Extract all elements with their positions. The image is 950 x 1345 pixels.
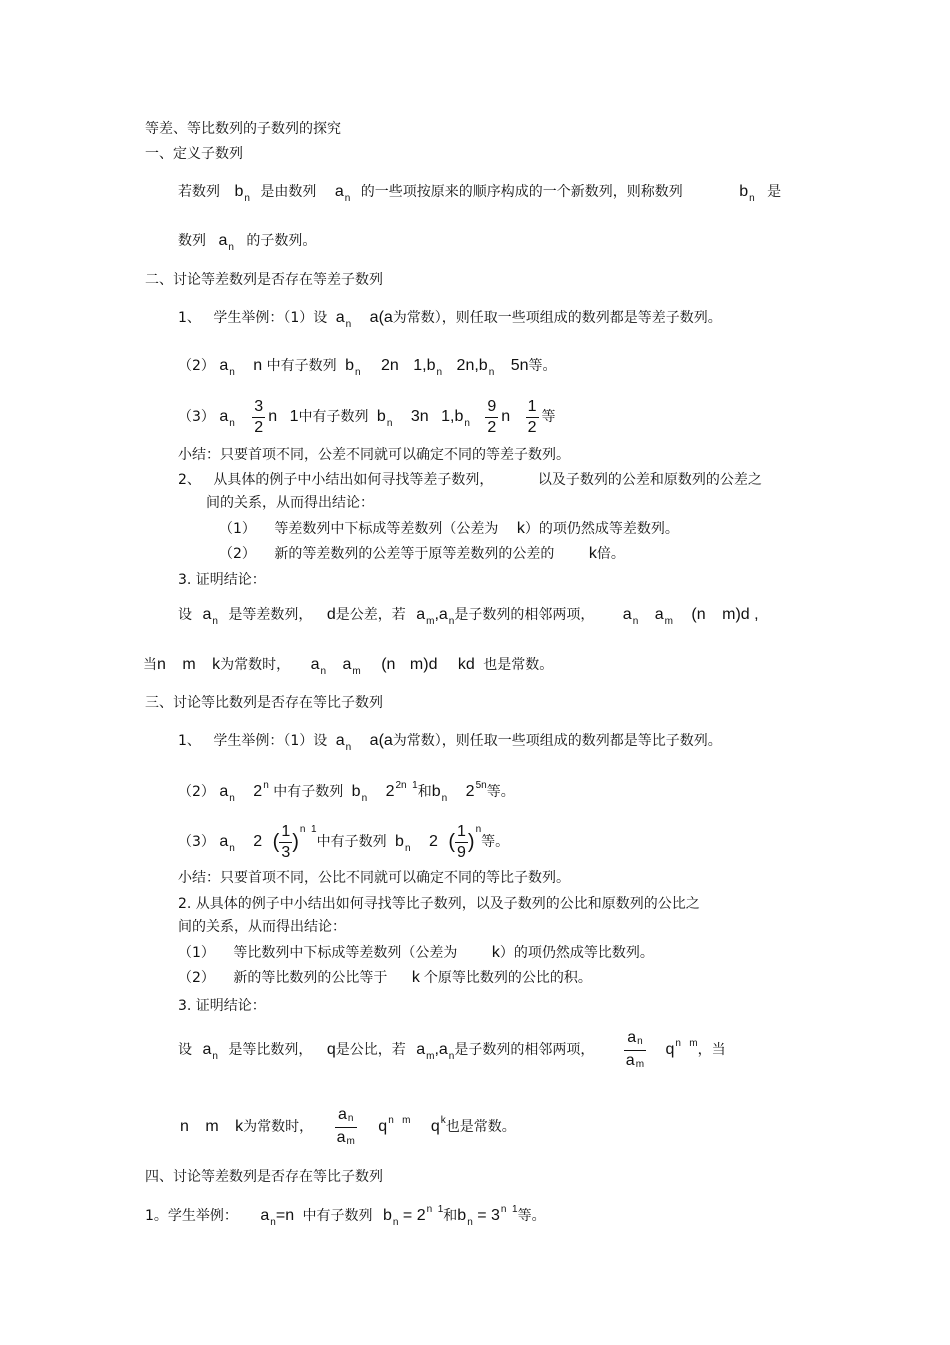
s2-example-1 [178, 309, 722, 329]
text: 当 [143, 657, 157, 673]
text: 中有子数列 [273, 784, 344, 800]
fraction: $\frac{3}{2}$ [254, 397, 264, 436]
text: 的一些项按原来的顺序构成的一个新数列，则称数列 [360, 184, 683, 200]
math: $b_n$ [234, 183, 250, 204]
math: kd [457, 656, 475, 673]
text: 是公比，若 [335, 1042, 406, 1058]
math: 5n [510, 357, 529, 374]
s3-example-2 [178, 780, 515, 804]
s2-conclusion-1 [219, 520, 679, 538]
math: (n [381, 656, 396, 673]
math: $2n,b_n$ [456, 357, 495, 378]
definition-line-2 [178, 232, 316, 252]
math: k [516, 520, 525, 537]
text: 是子数列的相邻两项， [454, 607, 595, 623]
s3-point-2: 2. 从具体的例子中小结出如何寻找等比子数列，以及子数列的公比和原数列的公比之 [178, 896, 700, 912]
math: $a_n$ [335, 309, 352, 330]
math: $a_m$ [342, 656, 361, 677]
text: 中有子数列 [316, 834, 387, 850]
text: 等差数列中下标成等差数列（公差为 [274, 521, 499, 537]
s2-point-2-cont: 间的关系，从而得出结论： [206, 495, 374, 511]
fraction: $\frac{1}{3}$ [281, 822, 291, 861]
text: 以及子数列的公差和原数列的公差之 [537, 472, 762, 488]
text: 的子数列。 [246, 233, 317, 249]
math: a(a [369, 732, 393, 749]
math: n [180, 1118, 189, 1135]
fraction: $\frac{1}{2}$ [527, 397, 537, 436]
text: 为常数时， [220, 657, 291, 673]
text: 学生举例：（1）设 [213, 310, 328, 326]
math: k [235, 1118, 244, 1135]
math: d [326, 606, 336, 623]
s2-proof-heading: 3. 证明结论： [178, 572, 266, 588]
text: 中有子数列 [302, 1208, 373, 1224]
math: m)d , [722, 606, 759, 623]
section-2-heading: 二、讨论等差数列是否存在等差子数列 [145, 272, 383, 288]
math: $2^{5n}$ [465, 780, 487, 800]
text: 等。 [486, 784, 515, 800]
text: 1、 [178, 310, 201, 326]
s2-proof-line-1 [178, 606, 759, 626]
math: $b_n$ [431, 783, 448, 804]
text: 和 [417, 784, 432, 800]
text: （3） [178, 409, 215, 425]
text: ）的项仍然成等比数列。 [499, 945, 654, 961]
fraction: $\frac{1}{9}$ [457, 822, 466, 861]
math: k [411, 969, 420, 986]
text: 为常数），则任取一些项组成的数列都是等差子数列。 [392, 310, 722, 326]
math: $a_n$ [219, 408, 235, 429]
math: a(a [369, 309, 393, 326]
text: 是等差数列， [228, 607, 313, 623]
math: $b_n = 2^{n 1}$ [383, 1204, 444, 1228]
math: $a_n$ [622, 606, 639, 627]
text: 从具体的例子中小结出如何寻找等差子数列， [213, 472, 494, 488]
text: 也是常数。 [483, 657, 554, 673]
text: 新的等比数列的公比等于 [233, 970, 388, 986]
text: 等比数列中下标成等差数列（公差为 [233, 945, 458, 961]
math: k [588, 545, 597, 562]
text: （2） [219, 546, 256, 562]
s2-point-2 [178, 471, 762, 489]
math: (n [691, 606, 706, 623]
text: （1） [219, 521, 256, 537]
s2-example-3: （3） $a_n$ $\frac{3}{2}$ n 1中有子数列 $b_n$ 3n $1,b_n$ $\frac{9}{2}$ n $\frac{1}{2}$ 等 [178, 397, 556, 436]
math: $b_n = 3^{n 1}$ [457, 1204, 518, 1228]
text: 和 [443, 1208, 458, 1224]
math: m [182, 656, 196, 673]
s2-proof-line-2 [143, 656, 553, 676]
math: $a_n$ [202, 606, 218, 627]
text: 2、 [178, 472, 201, 488]
section-1-heading: 一、定义子数列 [145, 146, 243, 162]
text: （2） [178, 970, 215, 986]
section-3-heading: 三、讨论等比数列是否存在等比子数列 [145, 695, 383, 711]
math: $a_n$ [335, 732, 352, 753]
math: 2$^n$ [253, 780, 269, 800]
text: 等。 [528, 358, 557, 374]
math: m)d [409, 656, 438, 673]
section-4-heading: 四、讨论等差数列是否存在等比子数列 [145, 1169, 383, 1185]
s3-conclusion-2 [178, 969, 592, 987]
s2-conclusion-2 [219, 545, 625, 563]
s3-proof-line-2 [180, 1103, 516, 1153]
text: 个原等比数列的公比的积。 [423, 970, 592, 986]
s3-point-2-cont: 间的关系，从而得出结论： [178, 919, 346, 935]
s3-example-3: （3） $a_n$ 2 ( $\frac{1}{3}$ )$^{n 1}$中有子数列 $b_n$ 2 ( $\frac{1}{9}$ )$^n$等。 [178, 822, 510, 861]
text: 数列 [178, 233, 206, 249]
math: n [157, 656, 166, 673]
math: $a_n$ [334, 183, 351, 204]
math: $b_n$ [351, 783, 368, 804]
math: $a_n$ [218, 232, 234, 253]
text: 等。 [517, 1208, 546, 1224]
text: 是 [767, 184, 782, 200]
math: m [205, 1118, 219, 1135]
math: $a_m,a_n$ [416, 606, 455, 627]
text: 设 [178, 607, 192, 623]
text: 是由数列 [260, 184, 317, 200]
text: 中有子数列 [266, 358, 337, 374]
s3-example-1 [178, 732, 722, 752]
text: 倍。 [596, 546, 625, 562]
text: ，当 [697, 1042, 726, 1058]
page-title: 等差、等比数列的子数列的探究 [145, 121, 341, 137]
math: $q^{n m}$ [665, 1038, 698, 1058]
math: $a_n$ [219, 833, 235, 854]
s2-summary: 小结：只要首项不同，公差不同就可以确定不同的等差子数列。 [178, 447, 570, 463]
math: $a_n$ [310, 656, 327, 677]
text: （1） [178, 945, 215, 961]
text: （3） [178, 834, 215, 850]
text: （2） [178, 784, 215, 800]
math: k [212, 656, 221, 673]
text: 若数列 [178, 184, 220, 200]
math: $a_n$ [219, 783, 235, 804]
text: 1、 [178, 733, 201, 749]
text: 学生举例：（1）设 [213, 733, 328, 749]
math: $a_m,a_n$ [416, 1041, 455, 1062]
text: 中有子数列 [298, 409, 369, 425]
text: 是公差，若 [335, 607, 406, 623]
s3-proof-heading: 3. 证明结论： [178, 998, 266, 1014]
text: 1。学生举例： [145, 1208, 238, 1224]
s3-proof-line-1 [178, 1026, 726, 1076]
text: 等 [541, 409, 556, 425]
fraction: $\frac{an}{am}$ [335, 1105, 357, 1150]
definition-line-1 [178, 183, 781, 203]
text: ）的项仍然成等差数列。 [524, 521, 679, 537]
text: 为常数时， [243, 1119, 314, 1135]
math: $2^{2n 1}$ [385, 780, 418, 800]
text: 等。 [481, 834, 510, 850]
math: $a_n$ [202, 1041, 218, 1062]
math: $a_m$ [654, 606, 673, 627]
math: n [253, 357, 263, 374]
math: $a_n=n$ [260, 1207, 295, 1228]
math: q [326, 1041, 336, 1058]
math: 2n [381, 357, 399, 374]
text: 新的等差数列的公差等于原等差数列的公差的 [274, 546, 555, 562]
math: $b_n$ [376, 408, 393, 429]
s3-conclusion-1 [178, 944, 654, 962]
text: 为常数），则任取一些项组成的数列都是等比子数列。 [392, 733, 722, 749]
math: $b_n$ [345, 357, 361, 378]
text: 设 [178, 1042, 192, 1058]
text: 也是常数。 [445, 1119, 516, 1135]
math: k [491, 944, 500, 961]
s4-example-1 [145, 1204, 546, 1228]
math: 3n [410, 408, 429, 425]
text: 是等比数列， [228, 1042, 313, 1058]
text: 是子数列的相邻两项， [454, 1042, 595, 1058]
math: $q^{n m}$ [378, 1115, 411, 1135]
s3-summary: 小结：只要首项不同，公比不同就可以确定不同的等比子数列。 [178, 870, 570, 886]
math: $1,b_n$ [413, 357, 443, 378]
s2-example-2 [178, 357, 557, 377]
math: $b_n$ [739, 183, 755, 204]
fraction: $\frac{9}{2}$ [487, 397, 497, 436]
math: $a_n$ [219, 357, 235, 378]
math: $1,b_n$ [441, 408, 470, 429]
math: $b_n$ [395, 833, 411, 854]
text: （2） [178, 358, 215, 374]
math: $q^k$ [430, 1115, 446, 1135]
fraction: $\frac{an}{am}$ [624, 1028, 646, 1073]
